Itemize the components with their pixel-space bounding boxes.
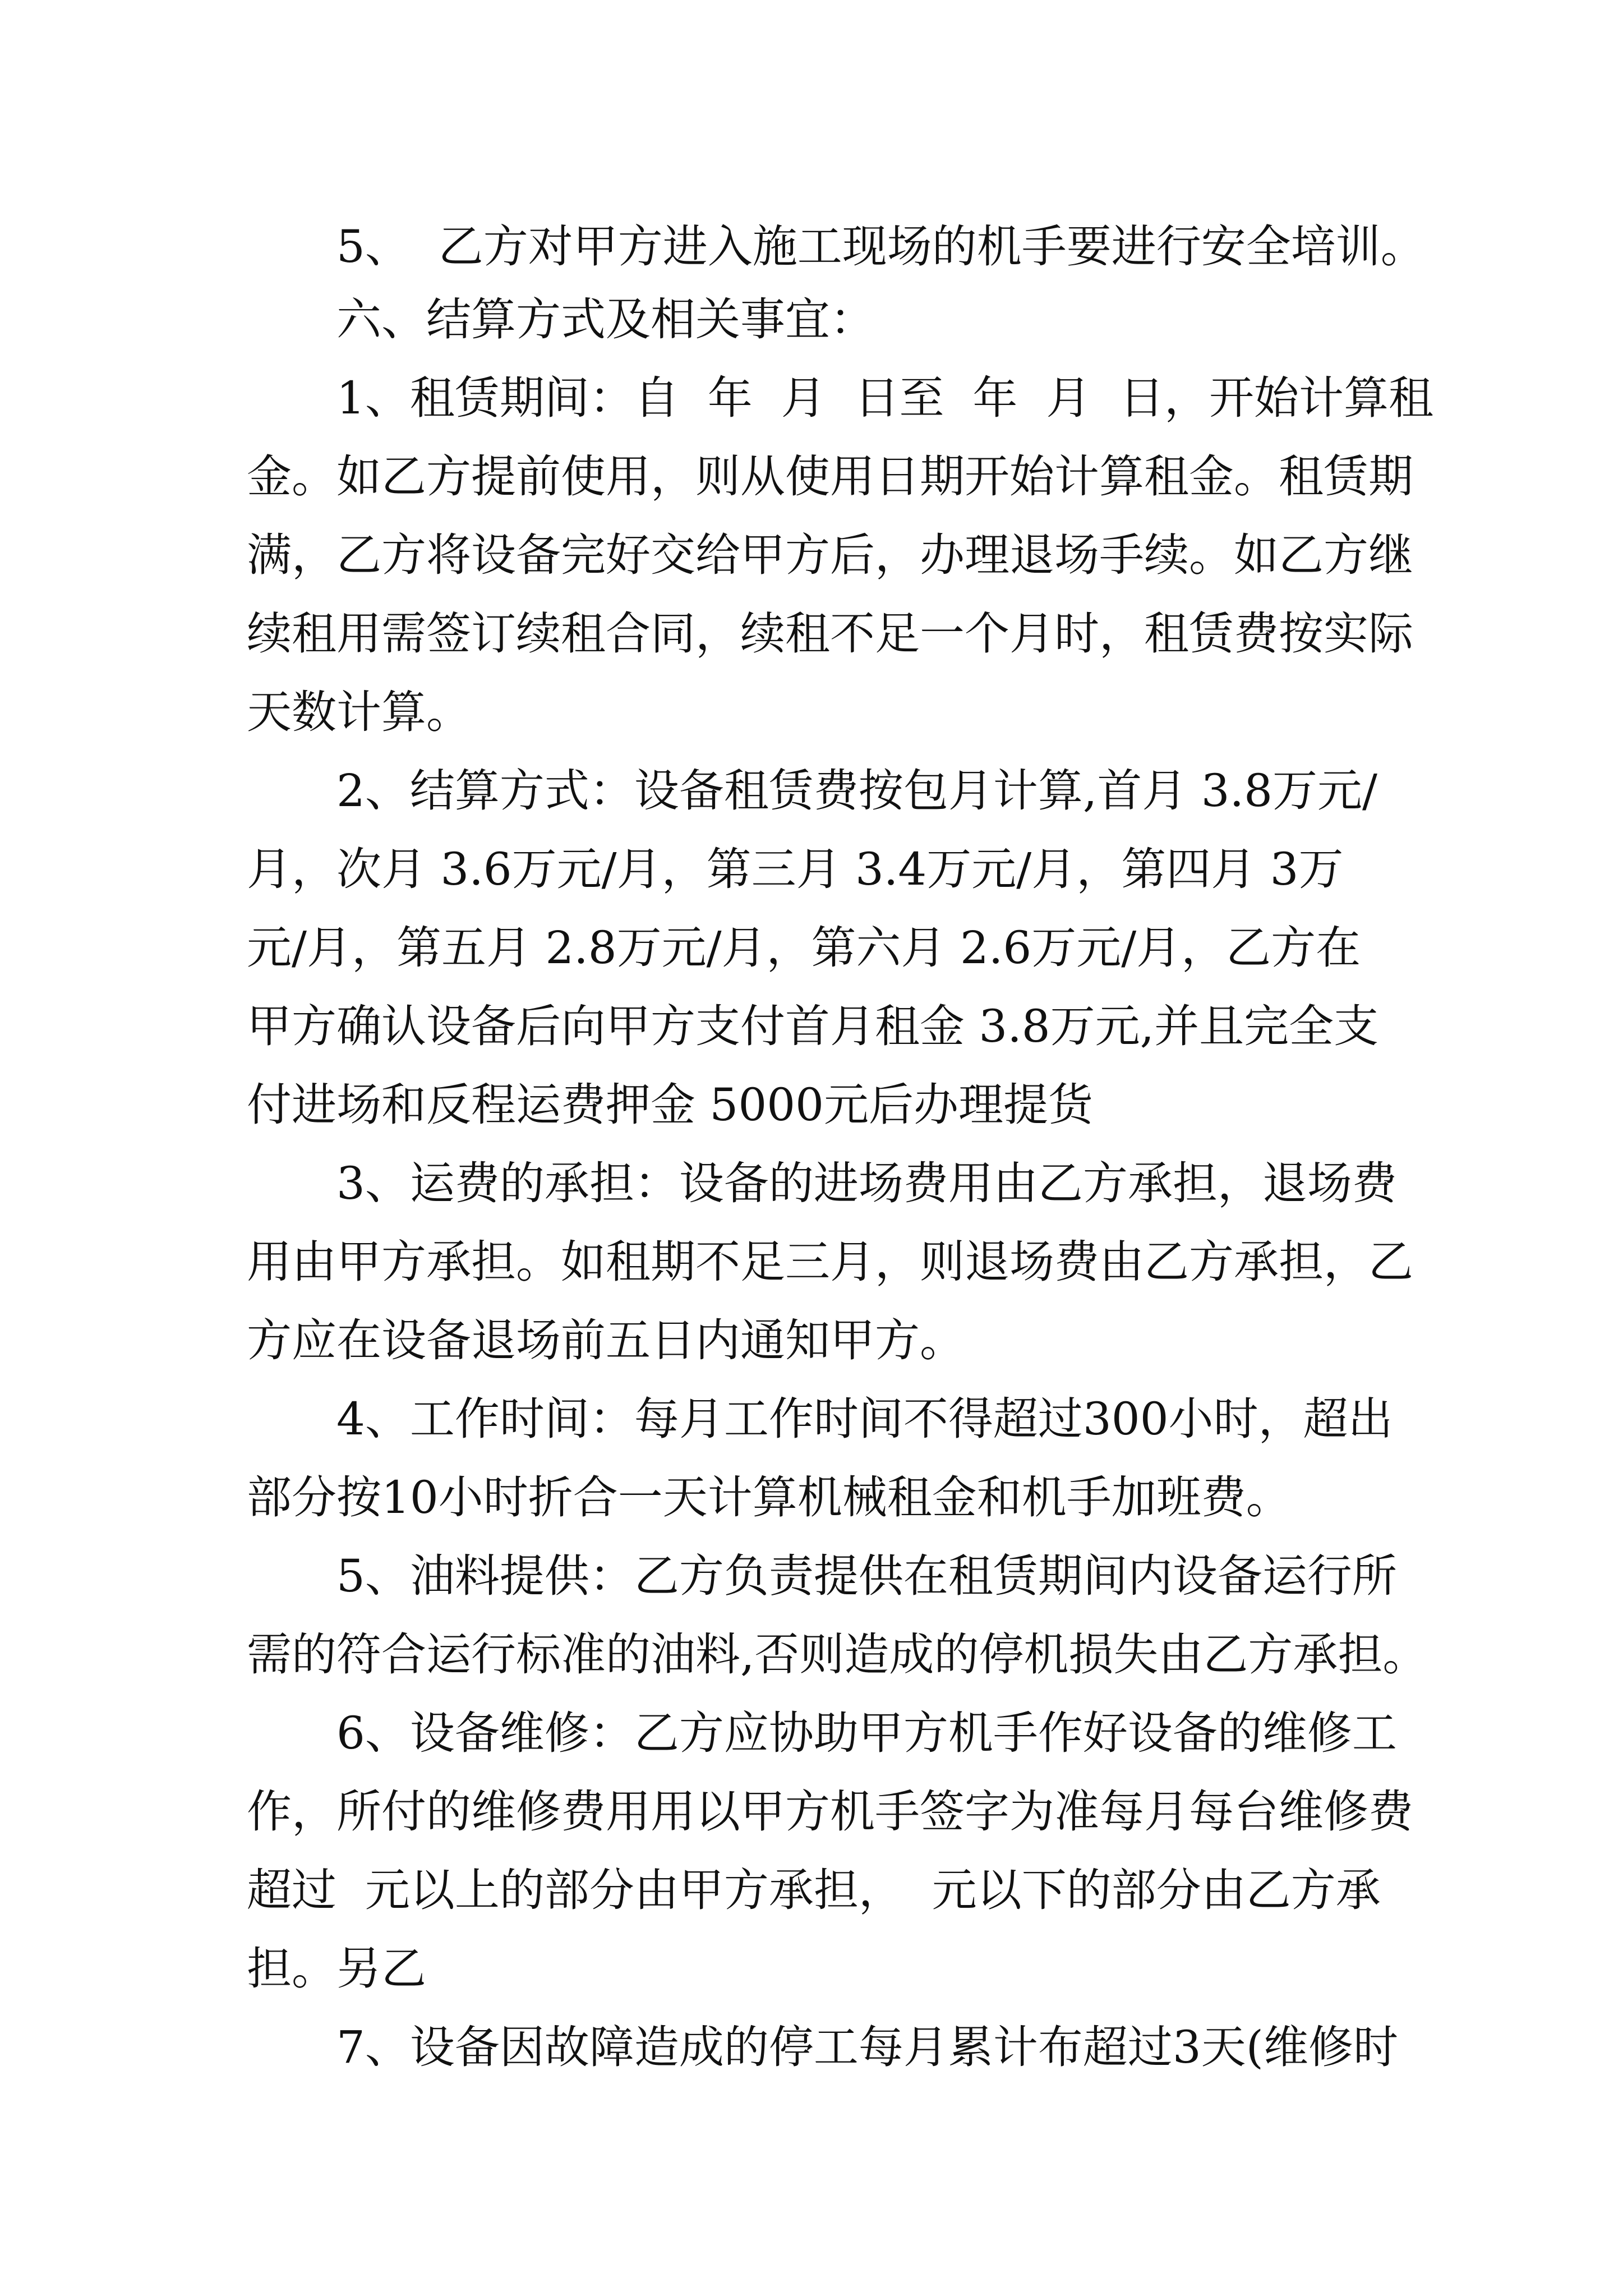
text-line: 用由甲方承担。如租期不足三月，则退场费由乙方承担，乙	[247, 1236, 1413, 1288]
text-line: 金。如乙方提前使用，则从使用日期开始计算租金。租赁期	[247, 450, 1413, 503]
text-line: 7、设备因故障造成的停工每月累计布超过3天(维修时	[336, 2021, 1399, 2073]
text-line: 4、工作时间：每月工作时间不得超过300小时，超出	[336, 1393, 1393, 1445]
section-heading: 六、结算方式及相关事宜：	[336, 293, 875, 346]
text-line: 元/月，第五月 2.8万元/月，第六月 2.6万元/月，乙方在	[247, 922, 1361, 974]
text-line: 月，次月 3.6万元/月，第三月 3.4万元/月，第四月 3万	[247, 843, 1344, 895]
text-line: 3、运费的承担：设备的进场费用由乙方承担，退场费	[336, 1157, 1397, 1209]
text-line: 需的符合运行标准的油料,否则造成的停机损失由乙方承担。	[247, 1628, 1428, 1681]
text-line: 5、油料提供：乙方负责提供在租赁期间内设备运行所	[336, 1550, 1397, 1602]
text-line: 作，所付的维修费用用以甲方机手签字为准每月每台维修费	[247, 1786, 1413, 1838]
text-line: 5、 乙方对甲方进入施工现场的机手要进行安全培训。	[336, 220, 1426, 273]
text-line: 方应在设备退场前五日内通知甲方。	[247, 1314, 965, 1366]
text-line: 天数计算。	[247, 686, 471, 738]
text-line: 甲方确认设备后向甲方支付首月租金 3.8万元,并且完全支	[247, 1000, 1379, 1052]
text-line: 2、结算方式：设备租赁费按包月计算,首月 3.8万元/	[336, 765, 1377, 817]
text-line: 部分按10小时折合一天计算机械租金和机手加班费。	[247, 1471, 1291, 1524]
text-line: 担。另乙	[247, 1943, 426, 1995]
text-line: 1、租赁期间：自 年 月 日至 年 月 日，开始计算租	[336, 372, 1434, 424]
text-line: 超过 元以上的部分由甲方承担， 元以下的部分由乙方承	[247, 1864, 1381, 1916]
text-line: 续租用需签订续租合同，续租不足一个月时，租赁费按实际	[247, 608, 1413, 660]
text-line: 付进场和反程运费押金 5000元后办理提货	[247, 1079, 1094, 1131]
text-line: 6、设备维修：乙方应协助甲方机手作好设备的维修工	[336, 1707, 1397, 1759]
text-line: 满，乙方将设备完好交给甲方后，办理退场手续。如乙方继	[247, 529, 1413, 581]
